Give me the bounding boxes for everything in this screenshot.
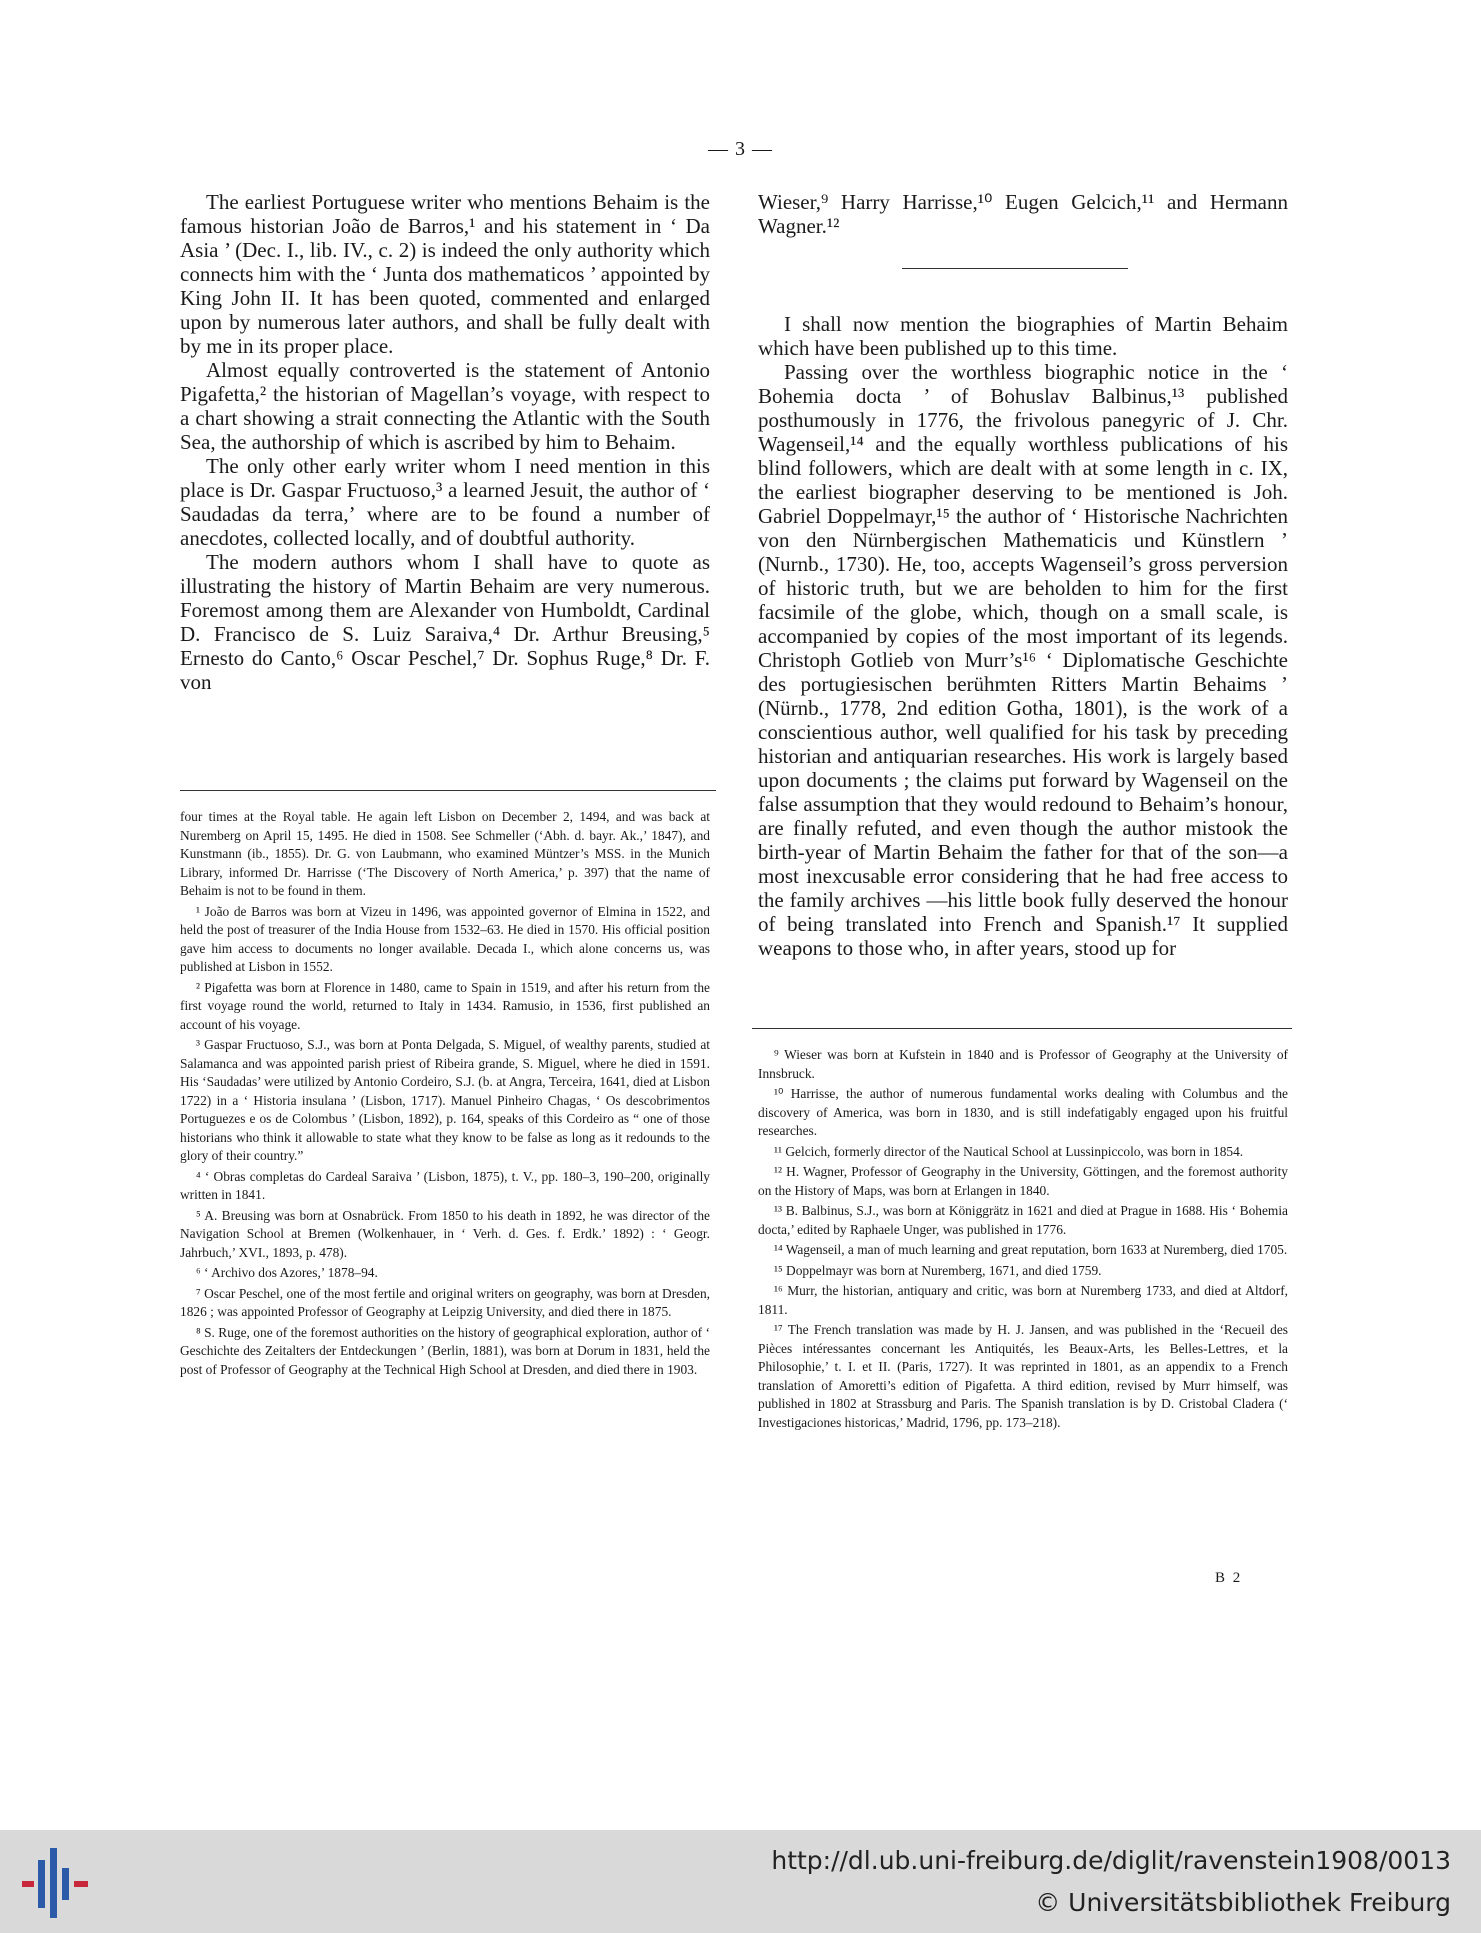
left-paragraph-3: The only other early writer whom I need mention in this place is Dr. Gaspar Fructuoso,³ a learned Jesuit, the author of ‘ Saudadas da terra,’ where are to be found a number of anecdotes, collected locally, and of doubtful authority. [180, 454, 710, 550]
right-paragraph-1: I shall now mention the biographies of Martin Behaim which have been published up to this time. [758, 312, 1288, 360]
footnote-2: ² Pigafetta was born at Florence in 1480, came to Spain in 1519, and after his return from the first voyage round the world, returned to Italy in 1434. Ramusio, in 1536, first published an account of his voyage. [180, 979, 710, 1032]
footnote-12: ¹² H. Wagner, Professor of Geography in the University, Göttingen, and the foremost authority on the History of Maps, was born at Erlangen in 1840. [758, 1164, 1288, 1198]
footnote-15: ¹⁵ Doppelmayr was born at Nuremberg, 1671, and died 1759. [774, 1262, 1102, 1278]
ub-freiburg-logo-icon[interactable] [20, 1844, 92, 1922]
left-body [180, 190, 710, 694]
footnote-11: ¹¹ Gelcich, formerly director of the Nautical School at Lussinpiccolo, was born in 1854. [774, 1143, 1244, 1159]
footnote-16: ¹⁶ Murr, the historian, antiquary and critic, was born at Nuremberg 1733, and died at Altdorf, 1811. [758, 1283, 1288, 1317]
footnote-continuation: four times at the Royal table. He again left Lisbon on December 2, 1494, and was back at Nuremberg on April 15, 1495. He died in 1508. See Schmeller (‘Abh. d. bayr. Ak.,’ 1847), and Kunstmann (ib., 1855). Dr. G. von Laubmann, who examined Müntzer’s MSS. in the Munich Library, informed Dr. Harrisse (‘The Discovery of North America,’ p. 397) that the name of Behaim is not to be found in them. [180, 809, 710, 898]
footer-bar [0, 1830, 1481, 1933]
footnote-8: ⁸ S. Ruge, one of the foremost authorities on the history of geographical exploration, author of ‘ Geschichte des Zeitalters der Entdeckungen ’ (Berlin, 1881), was born at Dorum in 1831, held the post of Professor of Geography at the Technical High School at Dresden, and died there in 1903. [180, 1324, 710, 1377]
signature-mark: B 2 [1215, 1570, 1243, 1586]
page-number: — 3 — [708, 138, 773, 160]
left-footnote-rule [180, 790, 716, 791]
footnote-7: ⁷ Oscar Peschel, one of the most fertile and original writers on geography, was born at Dresden, 1826 ; was appointed Professor of Geography at Leipzig University, and died there in 1875. [180, 1285, 710, 1319]
footnote-13: ¹³ B. Balbinus, S.J., was born at Königgrätz in 1621 and died at Prague in 1688. His ‘ Bohemia docta,’ edited by Raphaele Unger, was published in 1776. [758, 1203, 1288, 1237]
copyright-notice: © Universitätsbibliothek Freiburg [1035, 1888, 1451, 1917]
footnote-10: ¹⁰ Harrisse, the author of numerous fundamental works dealing with Columbus and the discovery of America, was born in 1830, and is still indefatigably engaged upon his fruitful researches. [758, 1086, 1288, 1138]
right-body [758, 312, 1288, 960]
footnote-9: ⁹ Wieser was born at Kufstein in 1840 and is Professor of Geography at the University of Innsbruck. [758, 1047, 1288, 1081]
left-paragraph-2: Almost equally controverted is the statement of Antonio Pigafetta,² the historian of Magellan’s voyage, with respect to a chart showing a strait connecting the Atlantic with the South Sea, the authorship of which is ascribed by him to Behaim. [180, 358, 710, 454]
section-divider [902, 268, 1128, 269]
footnote-17: ¹⁷ The French translation was made by H. J. Jansen, and was published in the ‘Recueil des Pièces intéressantes concernant les Antiquités, les Beaux-Arts, les Belles-Lettres, et la Philosophie,’ t. I. et II. (Paris, 1727). It was reprinted in 1801, as an appendix to a French translation of Amoretti’s edition of Pigafetta. A third edition, revised by Murr himself, was published in 1802 at Strassburg and Paris. The Spanish translation is by D. Cristobal Cladera (‘ Investigaciones historicas,’ Madrid, 1796, pp. 173–218). [758, 1322, 1288, 1430]
footnote-1: ¹ João de Barros was born at Vizeu in 1496, was appointed governor of Elmina in 1522, and held the post of treasurer of the India House from 1532–63. He died in 1570. His official position gave him access to documents no longer available. Decada I., which alone concerns us, was published at Lisbon in 1552. [180, 903, 710, 974]
footnote-14: ¹⁴ Wagenseil, a man of much learning and great reputation, born 1633 at Nuremberg, died 1705. [774, 1242, 1288, 1257]
left-footnotes [180, 808, 710, 1381]
footnote-3: ³ Gaspar Fructuoso, S.J., was born at Ponta Delgada, S. Miguel, of wealthy parents, studied at Salamanca and was appointed parish priest of Ribeira grande, S. Miguel, where he died in 1591. His ‘Saudadas’ were utilized by Antonio Cordeiro, S.J. (b. at Angra, Terceira, 1641, died at Lisbon 1722) in a ‘ Historia insulana ’ (Lisbon, 1717). Manuel Pinheiro Chagas, ‘ Os descobrimentos Portuguezes e os de Colombus ’ (Lisbon, 1892), p. 164, speaks of this Cordeiro as “ one of those historians who think it allowable to state what they know to be false as long as it redounds to the glory of their country.” [180, 1037, 710, 1163]
footnote-4: ⁴ ‘ Obras completas do Cardeal Saraiva ’ (Lisbon, 1875), t. V., pp. 180–3, 190–200, originally written in 1841. [180, 1168, 710, 1202]
right-footnote-rule [752, 1028, 1292, 1029]
right-footnotes [758, 1046, 1288, 1434]
right-top-paragraph: Wieser,⁹ Harry Harrisse,¹⁰ Eugen Gelcich,¹¹ and Hermann Wagner.¹² [758, 190, 1288, 238]
left-paragraph-1: The earliest Portuguese writer who mentions Behaim is the famous historian João de Barros,¹ and his statement in ‘ Da Asia ’ (Dec. I., lib. IV., c. 2) is indeed the only authority which connects him with the ‘ Junta dos mathematicos ’ appointed by King John II. It has been quoted, commented and enlarged upon by numerous later authors, and shall be fully dealt with by me in its proper place. [180, 190, 710, 358]
permalink-url[interactable]: http://dl.ub.uni-freiburg.de/diglit/ravenstein1908/0013 [771, 1846, 1451, 1875]
right-top-body [758, 190, 1288, 238]
footnote-6: ⁶ ‘ Archivo dos Azores,’ 1878–94. [196, 1265, 378, 1280]
footnote-5: ⁵ A. Breusing was born at Osnabrück. From 1850 to his death in 1892, he was director of the Navigation School at Bremen (Wolkenhauer, in ‘ Verh. d. Ges. f. Erdk.’ 1892) : ‘ Geogr. Jahrbuch,’ XVI., 1893, p. 478). [180, 1207, 710, 1260]
right-paragraph-2: Passing over the worthless biographic notice in the ‘ Bohemia docta ’ of Bohuslav Balbinus,¹³ published posthumously in 1776, the frivolous panegyric of J. Chr. Wagenseil,¹⁴ and the equally worthless publications of his blind followers, which are dealt with at some length in c. IX, the earliest biographer deserving to be mentioned is Joh. Gabriel Doppelmayr,¹⁵ the author of ‘ Historische Nachrichten von den Nürnbergischen Mathematicis und Künstlern ’ (Nurnb., 1730). He, too, accepts Wagenseil’s gross perversion of historic truth, but we are beholden to him for the first facsimile of the globe, which, though on a small scale, is accompanied by copies of the most important of its legends. Christoph Gotlieb von Murr’s¹⁶ ‘ Diplomatische Geschichte des portugiesischen berühmten Ritters Martin Behaims ’ (Nürnb., 1778, 2nd edition Gotha, 1801), is the work of a conscientious author, well qualified for his task by preceding historian and antiquarian researches. His work is largely based upon documents ; the claims put forward by Wagenseil on the false assumption that they would redound to Behaim’s honour, are finally refuted, and even though the author mistook the birth-year of Martin Behaim the father for that of the son—a most inexcusable error considering that he had free access to the family archives —his little book fully deserved the honour of being translated into French and Spanish.¹⁷ It supplied weapons to those who, in after years, stood up for [758, 360, 1288, 960]
left-paragraph-4: The modern authors whom I shall have to quote as illustrating the history of Martin Behaim are very numerous. Foremost among them are Alexander von Humboldt, Cardinal D. Francisco de S. Luiz Saraiva,⁴ Dr. Arthur Breusing,⁵ Ernesto do Canto,⁶ Oscar Peschel,⁷ Dr. Sophus Ruge,⁸ Dr. F. von [180, 550, 710, 694]
